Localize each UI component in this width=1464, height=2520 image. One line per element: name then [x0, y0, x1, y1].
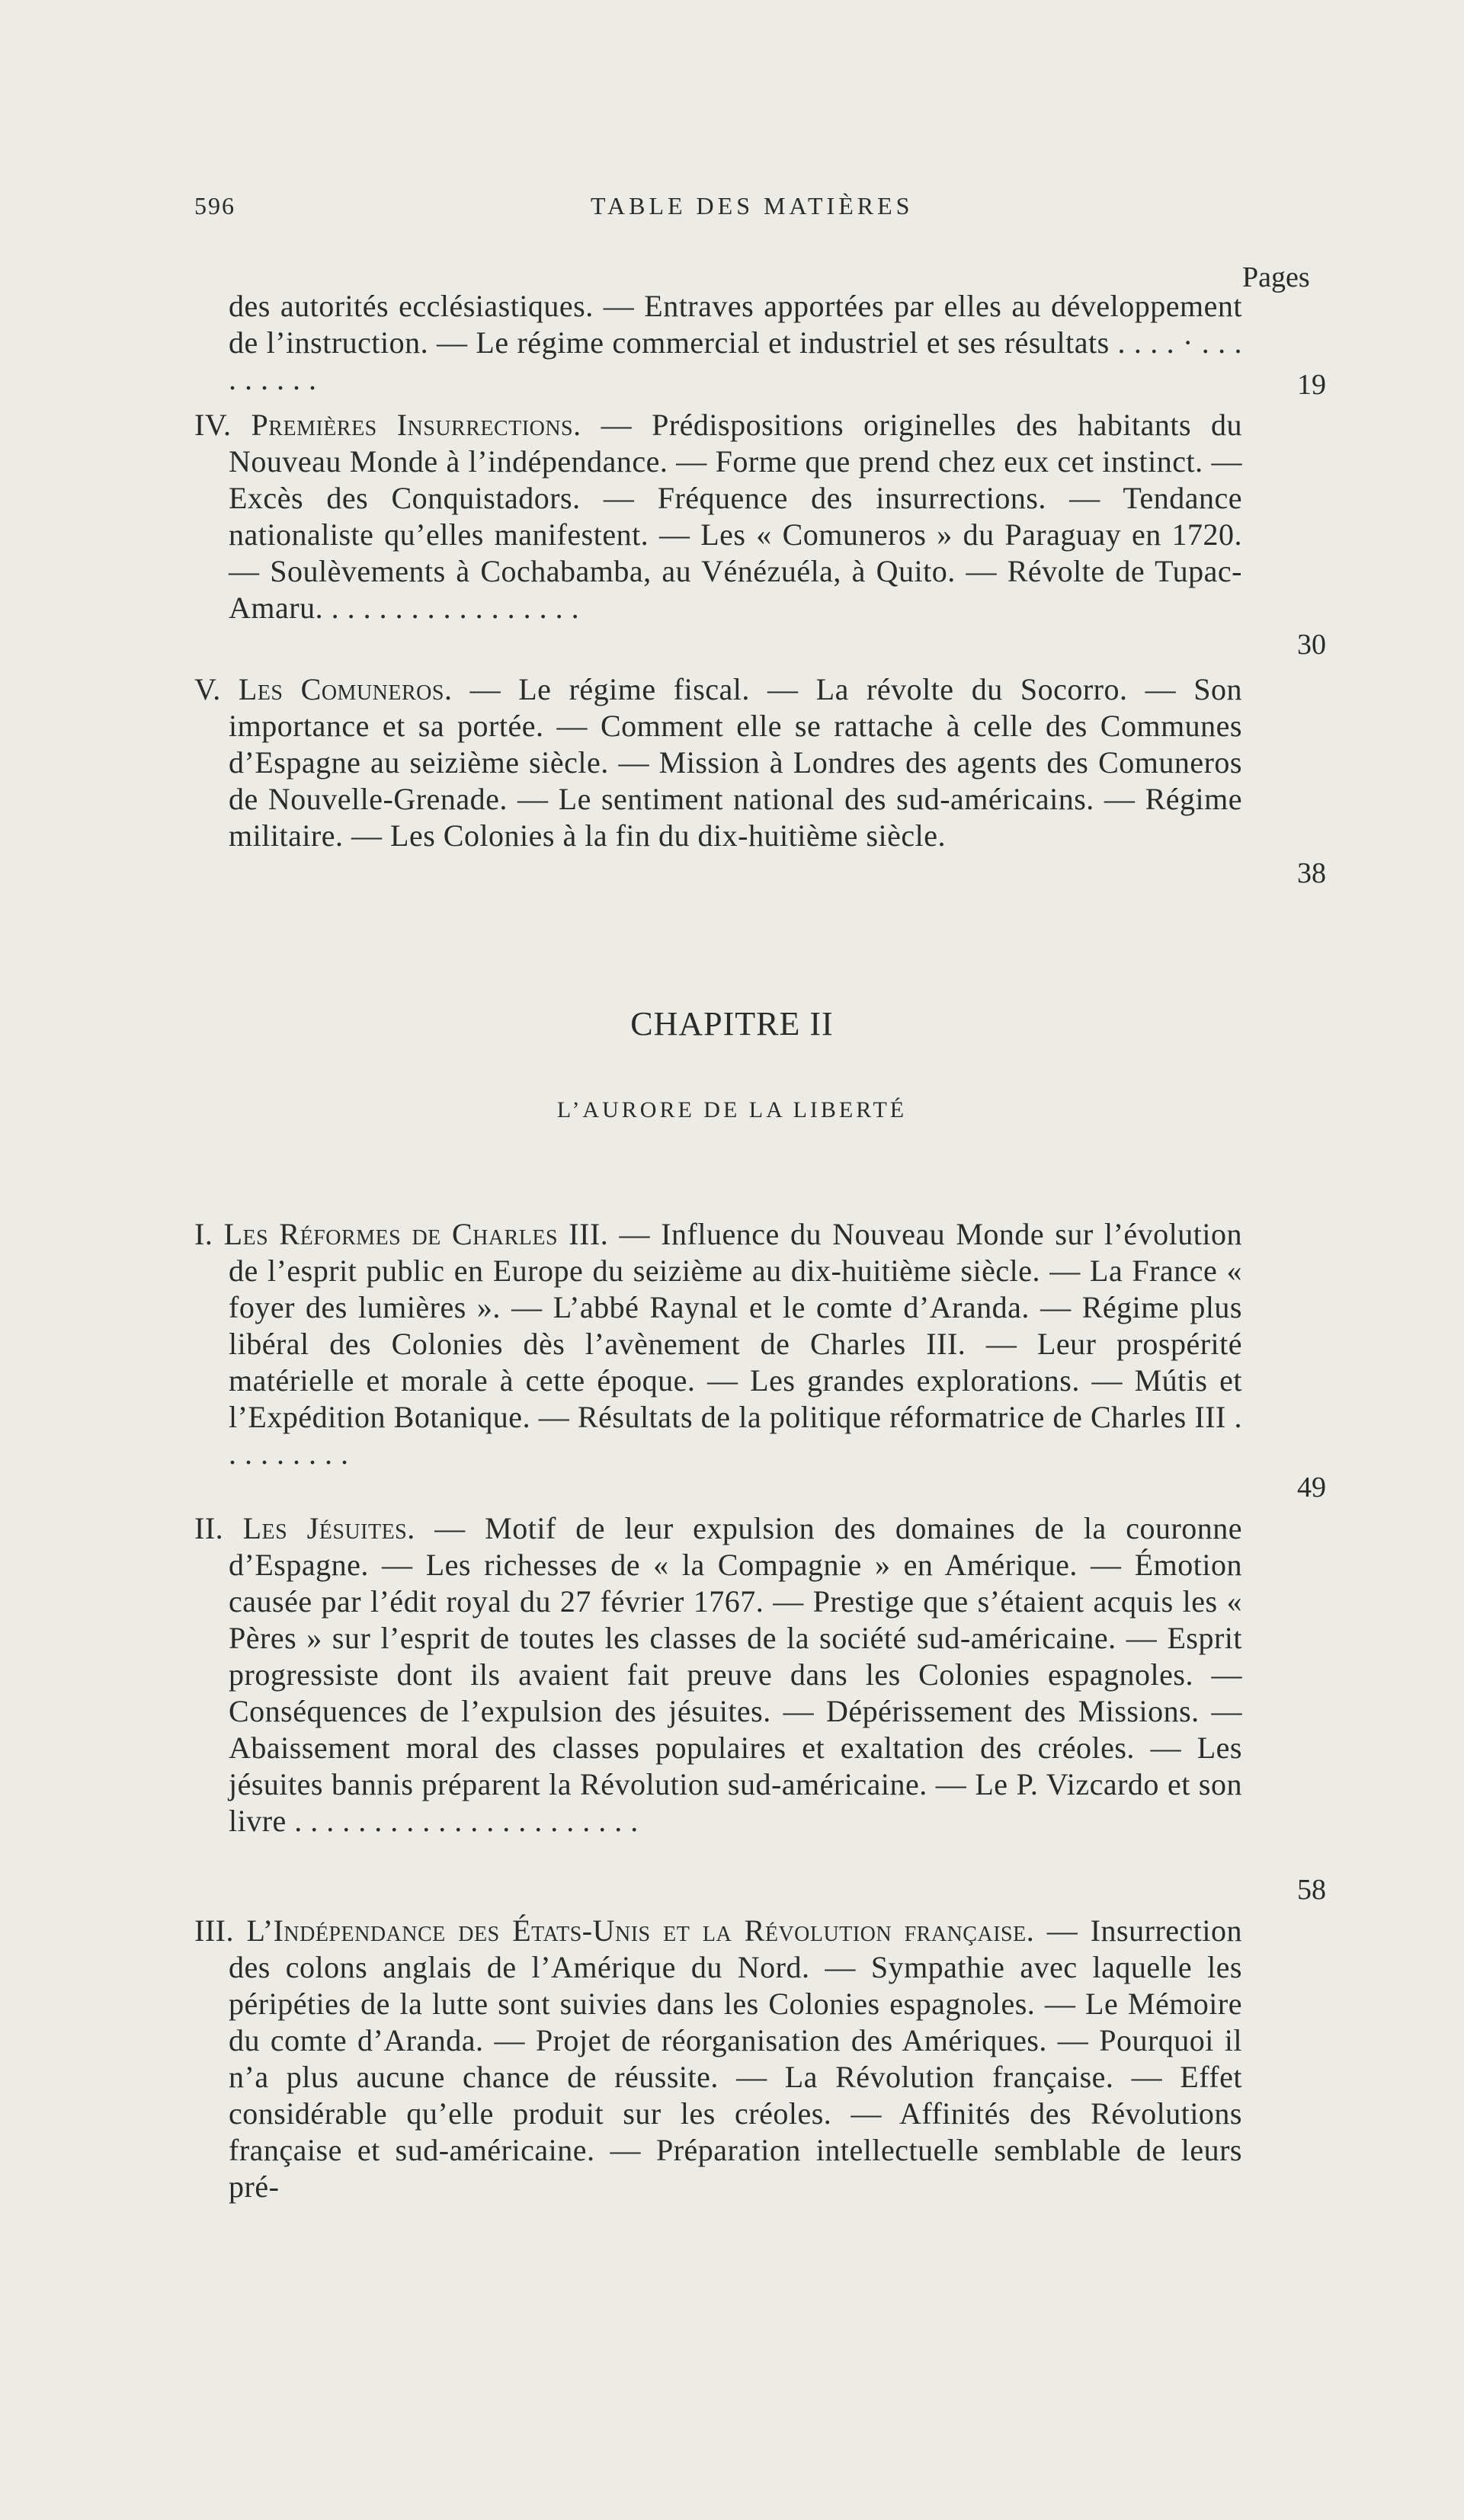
entry-numeral: IV.	[194, 408, 232, 442]
entry-text: — Influence du Nouveau Monde sur l’évolution de l’esprit public en Europe du seizième au dix-huitième siècle. — La France « foyer des lumières ». — L’abbé Raynal et le comte d’Aranda. — Régime plus libéral des Colonies dès l’avènement de Charles III. — Leur prospérité matérielle et morale à cette époque. — Les grandes explorations. — Mútis et l’Expédition Botanique. — Résultats de la politique réformatrice de Charles III . . . . . . . . .	[229, 1217, 1243, 1471]
entry-heading: Les Réformes de Charles III.	[223, 1217, 609, 1251]
entry-text: — Prédispositions originelles des habitants du Nouveau Monde à l’indépendance. — Forme que prend chez eux cet instinct. — Excès des Conquistadors. — Fréquence des insurrections. — Tendance nationaliste qu’elles manifestent. — Les « Comuneros » du Paraguay en 1720. — Soulèvements à Cochabamba, au Vénézuéla, à Quito. — Révolte de Tupac-Amaru. . . . . . . . . . . . . . . . .	[229, 408, 1243, 625]
entry-heading: L’Indépendance des États-Unis et la Révolution française.	[246, 1913, 1035, 1948]
entry-numeral: V.	[194, 672, 221, 706]
entry-page-number: 49	[1297, 1471, 1326, 1503]
entry-heading: Les Comuneros.	[238, 672, 453, 706]
pages-column-label: Pages	[1242, 261, 1310, 293]
entry-page-number: 19	[1297, 369, 1326, 401]
toc-entry	[194, 671, 1243, 854]
entry-heading: Premières Insurrections.	[251, 408, 581, 442]
entry-page-number: 30	[1297, 629, 1326, 661]
running-title: TABLE DES MATIÈRES	[591, 192, 914, 219]
toc-entry	[194, 1913, 1242, 2205]
entry-numeral: I.	[194, 1217, 213, 1251]
toc-entry	[194, 1510, 1243, 1840]
entry-numeral: III.	[194, 1913, 234, 1948]
page-header	[194, 192, 1261, 223]
entry-numeral: II.	[194, 1511, 224, 1545]
entry-text: des autorités ecclésiastiques. — Entraves apportées par elles au développement de l’instruction. — Le régime commercial et industriel et ses résultats . . . . · . . . . . . . . .	[229, 289, 1242, 396]
entry-text: — Motif de leur expulsion des domaines de la couronne d’Espagne. — Les richesses de « la Compagnie » en Amérique. — Émotion causée par l’édit royal du 27 février 1767. — Prestige que s’étaient acquis les « Pères » sur l’esprit de toutes les classes de la société sud-américaine. — Esprit progressiste dont ils avaient fait preuve dans les Colonies espagnoles. — Conséquences de l’expulsion des jésuites. — Dépérissement des Missions. — Abaissement moral des classes populaires et exaltation des créoles. — Les jésuites bannis préparent la Révolution sud-américaine. — Le P. Vizcardo et son livre . . . . . . . . . . . . . . . . . . . . . .	[229, 1511, 1243, 1838]
entry-heading: Les Jésuites.	[242, 1511, 415, 1545]
toc-entry	[229, 288, 1242, 398]
toc-entry	[194, 407, 1243, 626]
entry-text: — Le régime fiscal. — La révolte du Socorro. — Son importance et sa portée. — Comment elle se rattache à celle des Communes d’Espagne au seizième siècle. — Mission à Londres des agents des Comuneros de Nouvelle-Grenade. — Le sentiment national des sud-américains. — Régime militaire. — Les Colonies à la fin du dix-huitième siècle.	[229, 672, 1243, 853]
chapter-subtitle: L’AURORE DE LA LIBERTÉ	[556, 1097, 908, 1122]
entry-page-number: 58	[1297, 1874, 1326, 1906]
entry-text: — Insurrection des colons anglais de l’Amérique du Nord. — Sympathie avec laquelle les péripéties de la lutte sont suivies dans les Colonies espagnoles. — Le Mémoire du comte d’Aranda. — Projet de réorganisation des Amériques. — Pourquoi il n’a plus aucune chance de réussite. — La Révolution française. — Effet considérable qu’elle produit sur les créoles. — Affinités des Révolutions française et sud-américaine. — Préparation intellectuelle semblable de leurs pré-	[229, 1913, 1242, 2204]
page-number: 596	[194, 192, 235, 219]
entry-page-number: 38	[1297, 857, 1326, 889]
chapter-title: CHAPITRE II	[630, 1005, 834, 1042]
toc-entry	[194, 1216, 1243, 1472]
